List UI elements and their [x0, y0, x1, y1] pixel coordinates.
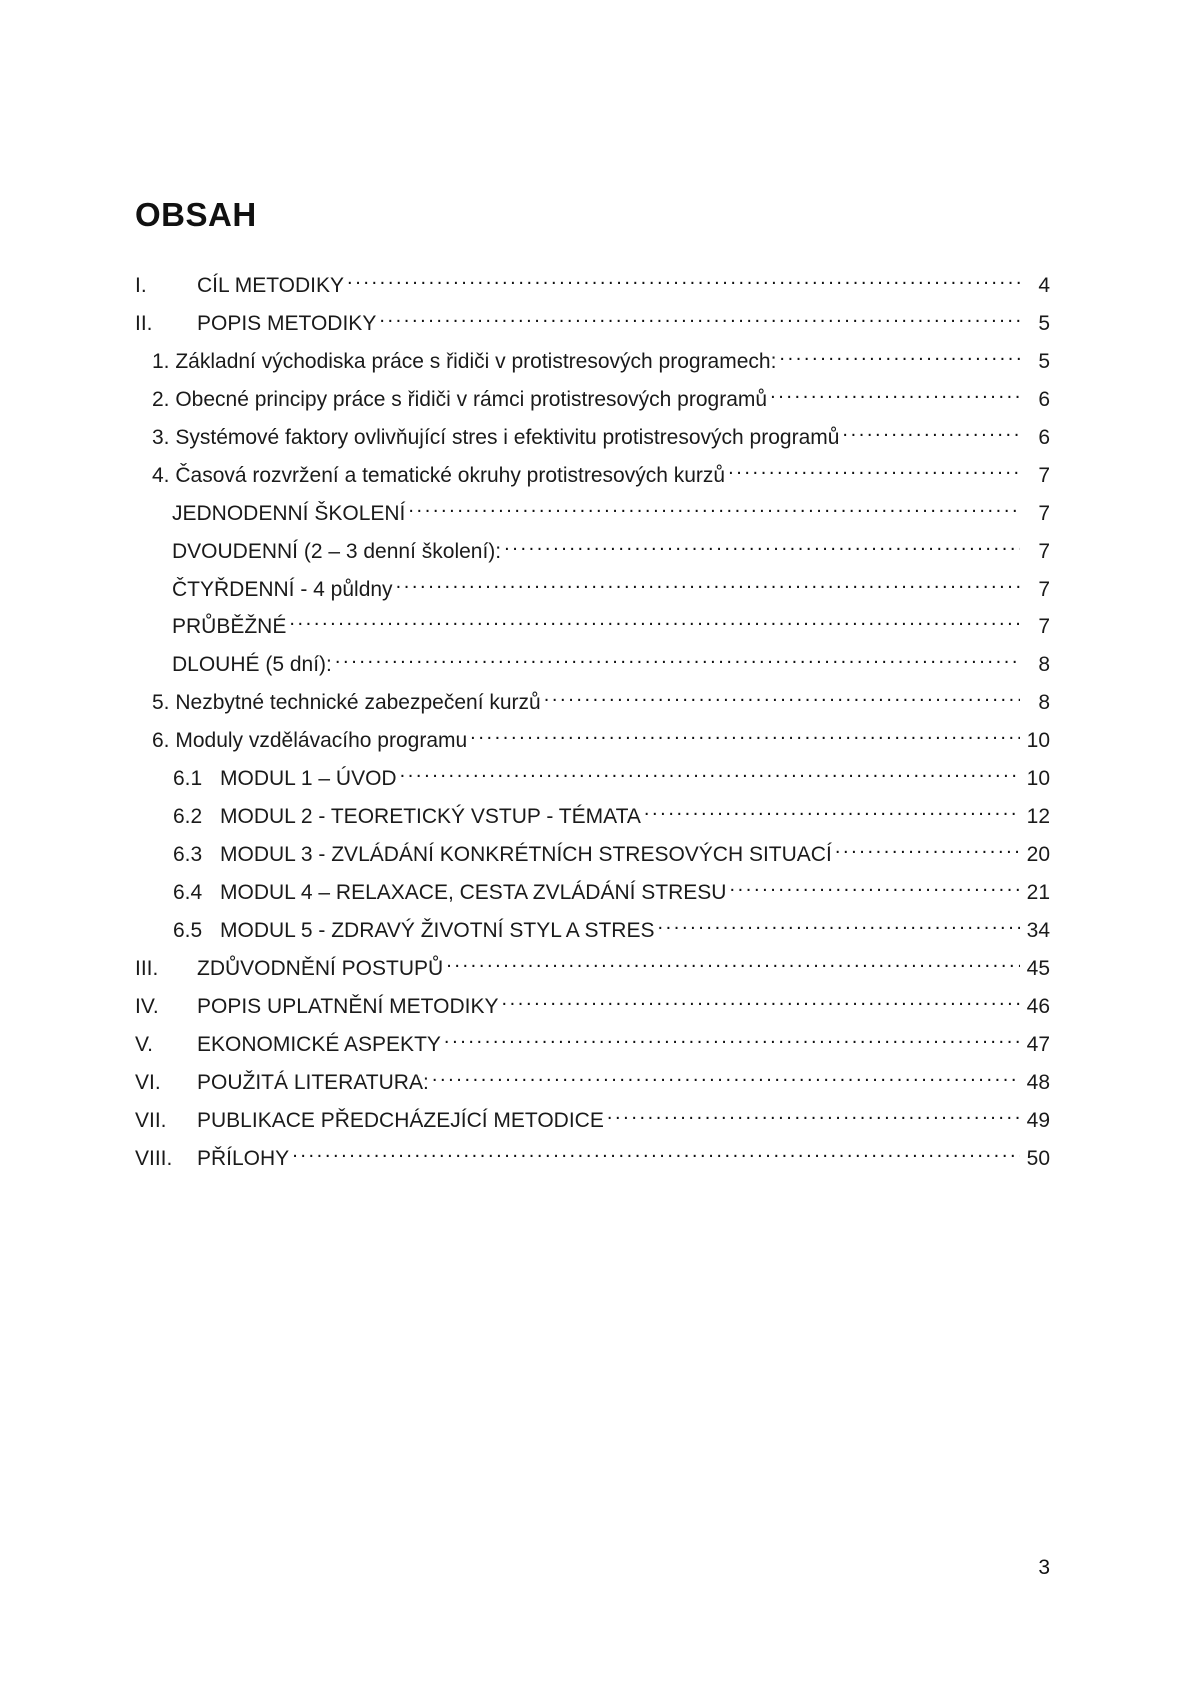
toc-entry	[152, 385, 1050, 423]
toc-entry-page: 10	[1026, 767, 1050, 791]
toc-entry	[172, 575, 1050, 613]
toc-entry-number: 6.1	[173, 767, 203, 791]
dot-leader	[657, 916, 1020, 937]
dot-leader	[842, 423, 1020, 444]
toc-entry-label: 5. Nezbytné technické zabezpečení kurzů	[152, 691, 541, 715]
toc-entry-page: 12	[1026, 805, 1050, 829]
toc-entry-page: 34	[1026, 918, 1050, 942]
toc-entry-page: 5	[1038, 311, 1050, 335]
dot-leader	[470, 726, 1020, 747]
toc-entry-number: II.	[135, 311, 153, 335]
table-of-contents	[135, 271, 1050, 1182]
dot-leader	[607, 1106, 1020, 1127]
dot-leader	[835, 840, 1020, 861]
dot-leader	[289, 612, 1020, 633]
toc-entry	[135, 954, 1050, 992]
toc-entry-label: ČTYŘDENNÍ - 4 půldny	[172, 577, 393, 601]
toc-entry-number: IV.	[135, 994, 159, 1018]
toc-entry	[173, 802, 1050, 840]
toc-entry-label: EKONOMICKÉ ASPEKTY	[197, 1032, 441, 1056]
toc-entry	[152, 726, 1050, 764]
toc-entry	[173, 878, 1050, 916]
toc-entry	[152, 688, 1050, 726]
toc-entry	[173, 916, 1050, 954]
toc-entry-label: 2. Obecné principy práce s řidiči v rámci protistresových programů	[152, 387, 768, 411]
dot-leader	[728, 461, 1020, 482]
toc-entry	[173, 840, 1050, 878]
toc-entry-page: 8	[1038, 691, 1050, 715]
toc-entry-label: POPIS METODIKY	[197, 311, 377, 335]
toc-entry-page: 7	[1038, 615, 1050, 639]
toc-entry-label: MODUL 4 – RELAXACE, CESTA ZVLÁDÁNÍ STRESU	[220, 881, 727, 904]
toc-entry-label: 3. Systémové faktory ovlivňující stres i efektivitu protistresových programů	[152, 425, 840, 449]
toc-entry-label: PRŮBĚŽNÉ	[172, 615, 287, 639]
toc-entry-page: 6	[1038, 425, 1050, 449]
toc-entry	[152, 461, 1050, 499]
toc-entry-page: 7	[1038, 501, 1050, 525]
dot-leader	[400, 764, 1020, 785]
toc-entry-label: MODUL 2 - TEORETICKÝ VSTUP - TÉMATA	[220, 805, 641, 829]
toc-entry-page: 20	[1026, 843, 1050, 867]
toc-entry-page: 49	[1026, 1108, 1050, 1132]
toc-entry-label: 6. Moduly vzdělávacího programu	[152, 729, 468, 753]
toc-entry-label: 1. Základní východiska práce s řidiči v protistresových programech:	[152, 349, 777, 373]
toc-entry-label: JEDNODENNÍ ŠKOLENÍ	[172, 501, 406, 525]
toc-entry-page: 48	[1026, 1070, 1050, 1094]
toc-entry-number: 6.2	[173, 805, 203, 829]
toc-entry-label: CÍL METODIKY	[197, 274, 345, 297]
toc-entry-label: DVOUDENNÍ (2 – 3 denní školení):	[172, 539, 502, 563]
toc-entry-page: 47	[1026, 1032, 1050, 1056]
toc-entry	[135, 992, 1050, 1030]
footer-page-number: 3	[1038, 1556, 1050, 1579]
toc-entry	[173, 764, 1050, 802]
dot-leader	[544, 688, 1020, 709]
toc-entry	[172, 537, 1050, 575]
dot-leader	[770, 385, 1020, 406]
toc-entry	[135, 1144, 1050, 1182]
toc-entry	[172, 499, 1050, 537]
dot-leader	[396, 575, 1020, 596]
toc-entry-page: 21	[1026, 881, 1050, 904]
dot-leader	[432, 1068, 1020, 1089]
toc-entry-number: VII.	[135, 1108, 167, 1132]
toc-entry	[135, 309, 1050, 347]
toc-entry	[135, 271, 1050, 309]
toc-entry-label: PUBLIKACE PŘEDCHÁZEJÍCÍ METODICE	[197, 1108, 604, 1132]
toc-entry-number: III.	[135, 956, 159, 980]
toc-entry-label: 4. Časová rozvržení a tematické okruhy protistresových kurzů	[152, 463, 726, 487]
toc-entry-label: DLOUHÉ (5 dní):	[172, 653, 332, 677]
dot-leader	[444, 1030, 1020, 1051]
dot-leader	[335, 650, 1020, 671]
toc-entry-number: VI.	[135, 1070, 161, 1094]
toc-entry-number: 6.3	[173, 843, 203, 867]
toc-entry	[172, 612, 1050, 650]
dot-leader	[292, 1144, 1020, 1165]
toc-entry-number: I.	[135, 274, 147, 297]
toc-entry-page: 5	[1038, 349, 1050, 373]
dot-leader	[644, 802, 1020, 823]
toc-entry	[135, 1030, 1050, 1068]
toc-entry	[135, 1068, 1050, 1106]
toc-entry-label: POPIS UPLATNĚNÍ METODIKY	[197, 994, 499, 1018]
dot-leader	[408, 499, 1020, 520]
toc-entry-label: POUŽITÁ LITERATURA:	[197, 1070, 429, 1094]
toc-entry-page: 50	[1026, 1146, 1050, 1170]
toc-entry-number: 6.4	[173, 881, 203, 904]
toc-entry-number: VIII.	[135, 1146, 173, 1170]
dot-leader	[779, 347, 1020, 368]
toc-entry-page: 45	[1026, 956, 1050, 980]
toc-entry-label: MODUL 3 - ZVLÁDÁNÍ KONKRÉTNÍCH STRESOVÝCH SITUACÍ	[220, 843, 832, 867]
toc-entry-page: 46	[1026, 994, 1050, 1018]
toc-entry-page: 4	[1038, 274, 1050, 297]
toc-entry-page: 6	[1038, 387, 1050, 411]
toc-entry-label: MODUL 5 - ZDRAVÝ ŽIVOTNÍ STYL A STRES	[220, 918, 655, 942]
toc-entry-page: 7	[1038, 463, 1050, 487]
toc-entry	[152, 347, 1050, 385]
toc-entry-page: 7	[1038, 539, 1050, 563]
toc-entry	[152, 423, 1050, 461]
dot-leader	[379, 309, 1020, 330]
toc-entry-number: V.	[135, 1032, 153, 1056]
toc-entry-label: PŘÍLOHY	[197, 1146, 290, 1170]
toc-entry-page: 7	[1038, 577, 1050, 601]
dot-leader	[729, 878, 1020, 899]
toc-entry-page: 10	[1026, 729, 1050, 753]
toc-entry-page: 8	[1038, 653, 1050, 677]
document-page	[135, 0, 1050, 1182]
toc-entry-number: 6.5	[173, 918, 203, 942]
toc-entry-label: MODUL 1 – ÚVOD	[220, 767, 397, 791]
dot-leader	[446, 954, 1020, 975]
page-title: OBSAH	[135, 196, 257, 233]
dot-leader	[504, 537, 1020, 558]
toc-entry-label: ZDŮVODNĚNÍ POSTUPŮ	[197, 956, 444, 980]
dot-leader	[501, 992, 1020, 1013]
dot-leader	[347, 271, 1020, 292]
toc-entry	[135, 1106, 1050, 1144]
toc-entry	[172, 650, 1050, 688]
